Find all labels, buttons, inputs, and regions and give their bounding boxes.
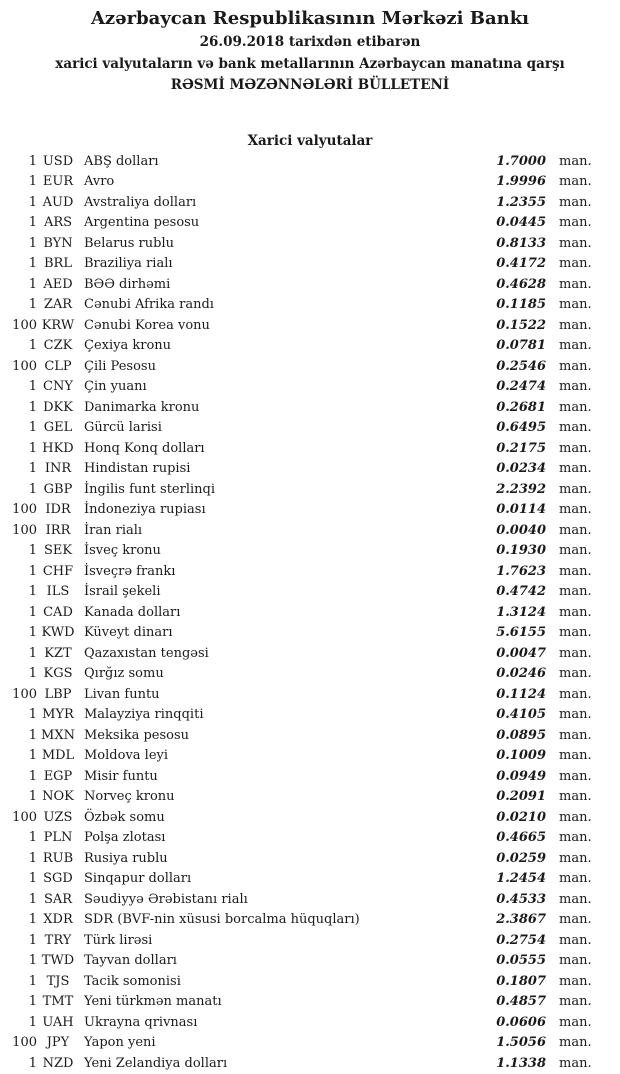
unit-label: man. — [546, 459, 595, 480]
currency-code: TWD — [37, 951, 79, 972]
table-row — [0, 1033, 620, 1054]
quantity: 1 — [0, 849, 37, 870]
currency-code: CZK — [37, 336, 79, 357]
table-row — [0, 254, 620, 275]
rate-value: 0.1009 — [484, 746, 546, 767]
table-row — [0, 603, 620, 624]
quantity: 1 — [0, 992, 37, 1013]
currency-code: KRW — [37, 316, 79, 337]
subject-line: xarici valyutaların və bank metallarının Azərbaycan manatına qarşı — [0, 54, 620, 76]
quantity: 1 — [0, 418, 37, 439]
table-row — [0, 705, 620, 726]
rate-value: 5.6155 — [484, 623, 546, 644]
quantity: 100 — [0, 500, 37, 521]
currency-name: Türk lirəsi — [79, 931, 484, 952]
quantity: 1 — [0, 828, 37, 849]
currency-code: JPY — [37, 1033, 79, 1054]
currency-code: MXN — [37, 726, 79, 747]
rate-value: 0.2091 — [484, 787, 546, 808]
currency-name: ABŞ dolları — [79, 152, 484, 173]
currency-name: Norveç kronu — [79, 787, 484, 808]
rate-value: 0.2754 — [484, 931, 546, 952]
rate-value: 0.4665 — [484, 828, 546, 849]
currency-name: İsveç kronu — [79, 541, 484, 562]
currency-name: İsveçrə frankı — [79, 562, 484, 583]
unit-label: man. — [546, 746, 595, 767]
unit-label: man. — [546, 1033, 595, 1054]
rate-value: 1.3124 — [484, 603, 546, 624]
table-row — [0, 562, 620, 583]
rate-value: 2.2392 — [484, 480, 546, 501]
currency-code: TMT — [37, 992, 79, 1013]
quantity: 1 — [0, 705, 37, 726]
quantity: 1 — [0, 746, 37, 767]
rate-value: 0.1124 — [484, 685, 546, 706]
quantity: 100 — [0, 685, 37, 706]
unit-label: man. — [546, 644, 595, 665]
currency-name: Çili Pesosu — [79, 357, 484, 378]
quantity: 1 — [0, 910, 37, 931]
currency-name: Cənubi Afrika randı — [79, 295, 484, 316]
currency-name: SDR (BVF-nin xüsusi borcalma hüquqları) — [79, 910, 484, 931]
currency-code: ARS — [37, 213, 79, 234]
rate-value: 0.0114 — [484, 500, 546, 521]
currency-code: DKK — [37, 398, 79, 419]
table-row — [0, 767, 620, 788]
unit-label: man. — [546, 562, 595, 583]
table-row — [0, 931, 620, 952]
bulletin-title: RƏSMİ MƏZƏNNƏLƏRİ BÜLLETENİ — [0, 75, 620, 97]
unit-label: man. — [546, 295, 595, 316]
currency-name: Çin yuanı — [79, 377, 484, 398]
unit-label: man. — [546, 767, 595, 788]
currency-code: UZS — [37, 808, 79, 829]
unit-label: man. — [546, 623, 595, 644]
currency-name: Hindistan rupisi — [79, 459, 484, 480]
rate-value: 0.1807 — [484, 972, 546, 993]
table-row — [0, 275, 620, 296]
currency-name: İngilis funt sterlinqi — [79, 480, 484, 501]
quantity: 1 — [0, 398, 37, 419]
table-row — [0, 234, 620, 255]
currency-name: Misir funtu — [79, 767, 484, 788]
table-row — [0, 664, 620, 685]
currency-code: BRL — [37, 254, 79, 275]
table-row — [0, 480, 620, 501]
currency-code: IRR — [37, 521, 79, 542]
unit-label: man. — [546, 500, 595, 521]
unit-label: man. — [546, 726, 595, 747]
unit-label: man. — [546, 685, 595, 706]
currency-code: MDL — [37, 746, 79, 767]
quantity: 1 — [0, 951, 37, 972]
rate-value: 0.0555 — [484, 951, 546, 972]
currency-code: CAD — [37, 603, 79, 624]
table-row — [0, 439, 620, 460]
table-row — [0, 890, 620, 911]
table-row — [0, 213, 620, 234]
currency-name: İndoneziya rupiası — [79, 500, 484, 521]
table-row — [0, 316, 620, 337]
quantity: 100 — [0, 1033, 37, 1054]
currency-name: İsrail şekeli — [79, 582, 484, 603]
table-row — [0, 644, 620, 665]
quantity: 1 — [0, 931, 37, 952]
table-row — [0, 295, 620, 316]
table-row — [0, 357, 620, 378]
currency-name: Malayziya rinqqiti — [79, 705, 484, 726]
currency-code: KWD — [37, 623, 79, 644]
quantity: 1 — [0, 603, 37, 624]
unit-label: man. — [546, 972, 595, 993]
currency-name: Yeni türkmən manatı — [79, 992, 484, 1013]
rate-value: 1.7000 — [484, 152, 546, 173]
quantity: 1 — [0, 972, 37, 993]
unit-label: man. — [546, 582, 595, 603]
unit-label: man. — [546, 541, 595, 562]
rate-value: 1.7623 — [484, 562, 546, 583]
currency-code: UAH — [37, 1013, 79, 1034]
currency-code: TRY — [37, 931, 79, 952]
bulletin-header — [0, 0, 620, 97]
table-row — [0, 828, 620, 849]
unit-label: man. — [546, 357, 595, 378]
quantity: 1 — [0, 152, 37, 173]
unit-label: man. — [546, 213, 595, 234]
unit-label: man. — [546, 172, 595, 193]
quantity: 1 — [0, 295, 37, 316]
currency-name: Cənubi Korea vonu — [79, 316, 484, 337]
table-row — [0, 418, 620, 439]
rate-value: 0.0949 — [484, 767, 546, 788]
unit-label: man. — [546, 951, 595, 972]
currency-name: Avro — [79, 172, 484, 193]
unit-label: man. — [546, 152, 595, 173]
currency-code: EGP — [37, 767, 79, 788]
rate-value: 0.0259 — [484, 849, 546, 870]
quantity: 1 — [0, 275, 37, 296]
rate-value: 0.2175 — [484, 439, 546, 460]
rate-value: 0.1185 — [484, 295, 546, 316]
currency-name: Danimarka kronu — [79, 398, 484, 419]
currency-name: Yeni Zelandiya dolları — [79, 1054, 484, 1074]
currency-code: NZD — [37, 1054, 79, 1074]
rate-value: 1.1338 — [484, 1054, 546, 1074]
table-row — [0, 1054, 620, 1074]
currency-code: IDR — [37, 500, 79, 521]
quantity: 1 — [0, 890, 37, 911]
quantity: 1 — [0, 1054, 37, 1074]
currency-name: Moldova leyi — [79, 746, 484, 767]
table-row — [0, 1013, 620, 1034]
unit-label: man. — [546, 992, 595, 1013]
quantity: 1 — [0, 439, 37, 460]
currency-code: ZAR — [37, 295, 79, 316]
table-row — [0, 172, 620, 193]
rate-value: 0.8133 — [484, 234, 546, 255]
unit-label: man. — [546, 664, 595, 685]
currency-code: NOK — [37, 787, 79, 808]
currency-name: Küveyt dinarı — [79, 623, 484, 644]
currency-name: Qazaxıstan tengəsi — [79, 644, 484, 665]
currency-code: AUD — [37, 193, 79, 214]
quantity: 1 — [0, 480, 37, 501]
table-row — [0, 787, 620, 808]
currency-name: Səudiyyə Ərəbistanı rialı — [79, 890, 484, 911]
table-row — [0, 582, 620, 603]
unit-label: man. — [546, 193, 595, 214]
rate-value: 0.2681 — [484, 398, 546, 419]
quantity: 1 — [0, 336, 37, 357]
unit-label: man. — [546, 849, 595, 870]
quantity: 1 — [0, 541, 37, 562]
currency-name: Qırğız somu — [79, 664, 484, 685]
currency-code: SEK — [37, 541, 79, 562]
table-row — [0, 972, 620, 993]
rate-value: 0.0210 — [484, 808, 546, 829]
rate-value: 0.0445 — [484, 213, 546, 234]
currency-name: Belarus rublu — [79, 234, 484, 255]
currency-code: MYR — [37, 705, 79, 726]
currency-code: RUB — [37, 849, 79, 870]
currency-name: Kanada dolları — [79, 603, 484, 624]
date-line: 26.09.2018 tarixdən etibarən — [0, 32, 620, 54]
unit-label: man. — [546, 603, 595, 624]
currency-code: USD — [37, 152, 79, 173]
table-row — [0, 808, 620, 829]
currency-name: Sinqapur dolları — [79, 869, 484, 890]
currency-code: TJS — [37, 972, 79, 993]
currency-code: CNY — [37, 377, 79, 398]
rate-value: 0.4742 — [484, 582, 546, 603]
currency-name: BƏƏ dirhəmi — [79, 275, 484, 296]
currency-code: GEL — [37, 418, 79, 439]
quantity: 1 — [0, 787, 37, 808]
rate-value: 1.9996 — [484, 172, 546, 193]
quantity: 1 — [0, 623, 37, 644]
table-row — [0, 152, 620, 173]
currency-code: EUR — [37, 172, 79, 193]
quantity: 1 — [0, 664, 37, 685]
table-row — [0, 193, 620, 214]
table-row — [0, 521, 620, 542]
currency-name: Argentina pesosu — [79, 213, 484, 234]
rate-value: 0.2546 — [484, 357, 546, 378]
unit-label: man. — [546, 1013, 595, 1034]
rates-table — [0, 152, 620, 1074]
currency-name: Avstraliya dolları — [79, 193, 484, 214]
table-row — [0, 623, 620, 644]
bank-title: Azərbaycan Respublikasının Mərkəzi Bankı — [0, 6, 620, 32]
quantity: 1 — [0, 869, 37, 890]
currency-code: CLP — [37, 357, 79, 378]
quantity: 1 — [0, 1013, 37, 1034]
unit-label: man. — [546, 705, 595, 726]
unit-label: man. — [546, 336, 595, 357]
currency-code: XDR — [37, 910, 79, 931]
table-row — [0, 910, 620, 931]
rate-value: 0.4857 — [484, 992, 546, 1013]
currency-name: İran rialı — [79, 521, 484, 542]
quantity: 100 — [0, 808, 37, 829]
rate-value: 0.4105 — [484, 705, 546, 726]
currency-name: Yapon yeni — [79, 1033, 484, 1054]
currency-name: Özbək somu — [79, 808, 484, 829]
quantity: 1 — [0, 767, 37, 788]
table-row — [0, 849, 620, 870]
table-row — [0, 746, 620, 767]
unit-label: man. — [546, 439, 595, 460]
rate-value: 0.1522 — [484, 316, 546, 337]
unit-label: man. — [546, 828, 595, 849]
unit-label: man. — [546, 931, 595, 952]
table-row — [0, 869, 620, 890]
rate-value: 0.4172 — [484, 254, 546, 275]
rate-value: 2.3867 — [484, 910, 546, 931]
rate-value: 0.4628 — [484, 275, 546, 296]
quantity: 1 — [0, 377, 37, 398]
rate-value: 0.6495 — [484, 418, 546, 439]
quantity: 1 — [0, 726, 37, 747]
currency-code: ILS — [37, 582, 79, 603]
currency-name: Tacik somonisi — [79, 972, 484, 993]
unit-label: man. — [546, 234, 595, 255]
quantity: 1 — [0, 254, 37, 275]
section-title: Xarici valyutalar — [0, 131, 620, 152]
quantity: 1 — [0, 193, 37, 214]
rate-value: 0.0606 — [484, 1013, 546, 1034]
currency-name: Ukrayna qrivnası — [79, 1013, 484, 1034]
quantity: 1 — [0, 234, 37, 255]
currency-code: INR — [37, 459, 79, 480]
unit-label: man. — [546, 316, 595, 337]
unit-label: man. — [546, 254, 595, 275]
quantity: 1 — [0, 644, 37, 665]
unit-label: man. — [546, 869, 595, 890]
currency-code: SGD — [37, 869, 79, 890]
quantity: 1 — [0, 582, 37, 603]
quantity: 1 — [0, 213, 37, 234]
rate-value: 0.4533 — [484, 890, 546, 911]
currency-code: GBP — [37, 480, 79, 501]
currency-name: Honq Konq dolları — [79, 439, 484, 460]
unit-label: man. — [546, 521, 595, 542]
table-row — [0, 459, 620, 480]
currency-name: Meksika pesosu — [79, 726, 484, 747]
rate-value: 0.1930 — [484, 541, 546, 562]
currency-code: KZT — [37, 644, 79, 665]
currency-name: Gürcü larisi — [79, 418, 484, 439]
unit-label: man. — [546, 275, 595, 296]
quantity: 100 — [0, 521, 37, 542]
currency-code: KGS — [37, 664, 79, 685]
table-row — [0, 541, 620, 562]
currency-code: CHF — [37, 562, 79, 583]
currency-code: SAR — [37, 890, 79, 911]
unit-label: man. — [546, 1054, 595, 1074]
currency-name: Polşa zlotası — [79, 828, 484, 849]
currency-code: BYN — [37, 234, 79, 255]
unit-label: man. — [546, 808, 595, 829]
table-row — [0, 336, 620, 357]
currency-code: PLN — [37, 828, 79, 849]
currency-code: HKD — [37, 439, 79, 460]
rate-value: 1.2454 — [484, 869, 546, 890]
currency-name: Çexiya kronu — [79, 336, 484, 357]
currency-code: AED — [37, 275, 79, 296]
rate-value: 0.0040 — [484, 521, 546, 542]
unit-label: man. — [546, 890, 595, 911]
currency-name: Livan funtu — [79, 685, 484, 706]
table-row — [0, 951, 620, 972]
currency-code: LBP — [37, 685, 79, 706]
quantity: 100 — [0, 316, 37, 337]
unit-label: man. — [546, 377, 595, 398]
quantity: 100 — [0, 357, 37, 378]
quantity: 1 — [0, 459, 37, 480]
unit-label: man. — [546, 398, 595, 419]
table-row — [0, 377, 620, 398]
rate-value: 0.0895 — [484, 726, 546, 747]
table-row — [0, 726, 620, 747]
table-row — [0, 992, 620, 1013]
rate-value: 0.0781 — [484, 336, 546, 357]
unit-label: man. — [546, 910, 595, 931]
rate-value: 1.2355 — [484, 193, 546, 214]
quantity: 1 — [0, 172, 37, 193]
quantity: 1 — [0, 562, 37, 583]
rate-value: 0.2474 — [484, 377, 546, 398]
rate-value: 0.0047 — [484, 644, 546, 665]
currency-name: Rusiya rublu — [79, 849, 484, 870]
unit-label: man. — [546, 418, 595, 439]
rate-value: 0.0234 — [484, 459, 546, 480]
unit-label: man. — [546, 787, 595, 808]
currency-name: Braziliya rialı — [79, 254, 484, 275]
table-row — [0, 500, 620, 521]
currency-name: Tayvan dolları — [79, 951, 484, 972]
rate-value: 1.5056 — [484, 1033, 546, 1054]
rate-value: 0.0246 — [484, 664, 546, 685]
unit-label: man. — [546, 480, 595, 501]
table-row — [0, 398, 620, 419]
table-row — [0, 685, 620, 706]
